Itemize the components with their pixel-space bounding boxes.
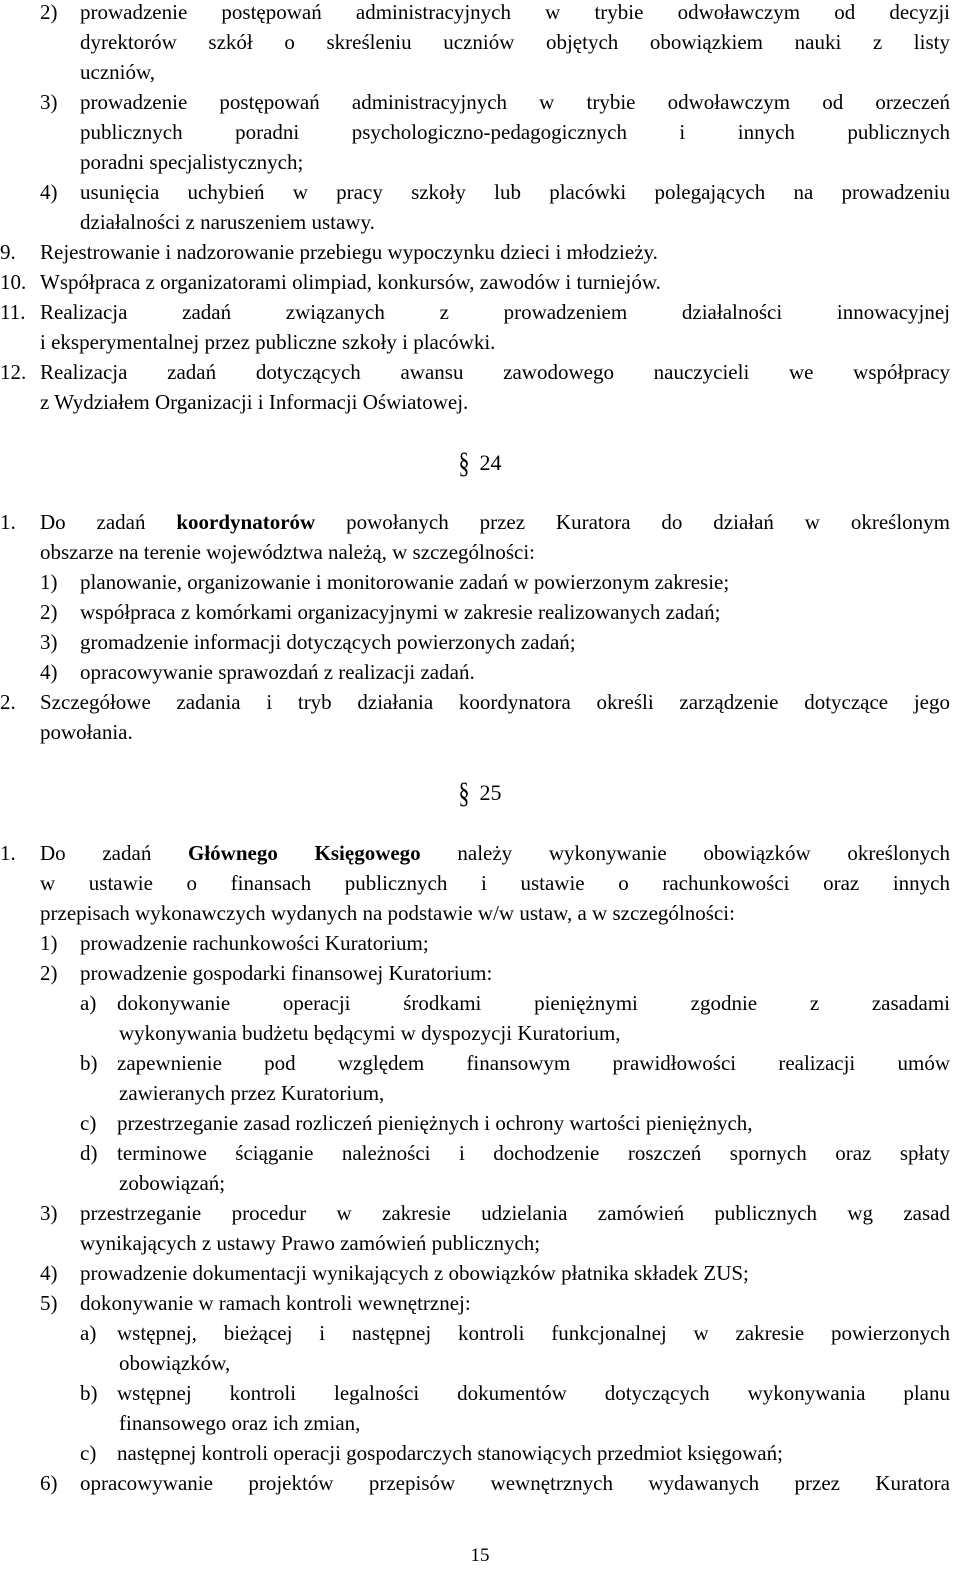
paragraph: 9. Rejestrowanie i nadzorowanie przebiegu wypoczynku dzieci i młodzieży. — [0, 240, 658, 264]
list-item: 6) opracowywanie projektów przepisów wewnętrznych wydawanych przez Kuratora — [40, 1471, 950, 1495]
paragraph-continuation: w ustawie o finansach publicznych i ustawie o rachunkowości oraz innych — [40, 871, 950, 895]
list-item: 5) dokonywanie w ramach kontroli wewnętrznej: — [40, 1291, 471, 1315]
list-item: 3) przestrzeganie procedur w zakresie udzielania zamówień publicznych wg zasad — [40, 1201, 950, 1225]
paragraph-continuation: powołania. — [40, 720, 133, 744]
sub-list-item-continuation: finansowego oraz ich zmian, — [119, 1411, 361, 1435]
sub-list-item: c) następnej kontroli operacji gospodarczych stanowiących przedmiot księgowań; — [80, 1441, 783, 1465]
paragraph: 11. Realizacja zadań związanych z prowadzeniem działalności innowacyjnej — [0, 300, 950, 324]
paragraph-text: Do zadań Głównego Księgowego należy wykonywanie obowiązków określonych — [40, 841, 950, 865]
sub-list-item-continuation: zobowiązań; — [119, 1171, 226, 1195]
list-item: 4) prowadzenie dokumentacji wynikających z obowiązków płatnika składek ZUS; — [40, 1261, 749, 1285]
list-item: 3) prowadzenie postępowań administracyjnych w trybie odwoławczym od orzeczeń — [40, 90, 950, 114]
list-item-continuation: poradni specjalistycznych; — [80, 150, 304, 174]
sub-list-item-continuation: wykonywania budżetu będącymi w dyspozycji Kuratorium, — [119, 1021, 621, 1045]
paragraph: 1. Do zadań Głównego Księgowego należy wykonywanie obowiązków określonych — [0, 838, 960, 868]
paragraph: 1. Do zadań koordynatorów powołanych przez Kuratora do działań w określonym — [0, 507, 960, 537]
list-item: 3) gromadzenie informacji dotyczących powierzonych zadań; — [40, 630, 576, 654]
list-item: 4) opracowywanie sprawozdań z realizacji zadań. — [40, 660, 475, 684]
paragraph-continuation: przepisach wykonawczych wydanych na podstawie w/w ustaw, a w szczególności: — [40, 901, 735, 925]
section-heading-25: § 25 — [458, 775, 502, 810]
paragraph-text: Do zadań koordynatorów powołanych przez Kuratora do działań w określonym — [40, 510, 950, 534]
list-item: 2) współpraca z komórkami organizacyjnymi w zakresie realizowanych zadań; — [40, 600, 721, 624]
sub-list-item-continuation: obowiązków, — [119, 1351, 231, 1375]
list-item: 1) planowanie, organizowanie i monitorowanie zadań w powierzonym zakresie; — [40, 570, 730, 594]
paragraph: 10. Współpraca z organizatorami olimpiad, konkursów, zawodów i turniejów. — [0, 270, 661, 294]
paragraph-continuation: obszarze na terenie województwa należą, w szczególności: — [40, 540, 536, 564]
sub-list-item: b) zapewnienie pod względem finansowym prawidłowości realizacji umów — [80, 1051, 950, 1075]
list-item-continuation: uczniów, — [80, 60, 156, 84]
sub-list-item: a) wstępnej, bieżącej i następnej kontroli funkcjonalnej w zakresie powierzonych — [80, 1321, 950, 1345]
sub-list-item: d) terminowe ściąganie należności i dochodzenie roszczeń spornych oraz spłaty — [80, 1141, 950, 1165]
sub-list-item: b) wstępnej kontroli legalności dokumentów dotyczących wykonywania planu — [80, 1381, 950, 1405]
list-item-continuation: dyrektorów szkół o skreśleniu uczniów objętych obowiązkiem nauki z listy — [80, 30, 950, 54]
paragraph-continuation: z Wydziałem Organizacji i Informacji Oświatowej. — [40, 390, 469, 414]
sub-list-item-continuation: zawieranych przez Kuratorium, — [119, 1081, 385, 1105]
paragraph: 2. Szczegółowe zadania i tryb działania koordynatora określi zarządzenie dotyczące jego — [0, 690, 950, 714]
paragraph: 12. Realizacja zadań dotyczących awansu zawodowego nauczycieli we współpracy — [0, 360, 950, 384]
list-item: 4) usunięcia uchybień w pracy szkoły lub placówki polegających na prowadzeniu — [40, 180, 950, 204]
sub-list-item: c) przestrzeganie zasad rozliczeń pieniężnych i ochrony wartości pieniężnych, — [80, 1111, 753, 1135]
list-item-continuation: publicznych poradni psychologiczno-pedagogicznych i innych publicznych — [80, 120, 950, 144]
sub-list-item: a) dokonywanie operacji środkami pieniężnymi zgodnie z zasadami — [80, 991, 950, 1015]
list-item-continuation: wynikających z ustawy Prawo zamówień publicznych; — [80, 1231, 541, 1255]
page-number: 15 — [470, 1545, 490, 1566]
list-item: 2) prowadzenie gospodarki finansowej Kuratorium: — [40, 961, 493, 985]
paragraph-continuation: i eksperymentalnej przez publiczne szkoły i placówki. — [40, 330, 496, 354]
list-item-continuation: działalności z naruszeniem ustawy. — [80, 210, 375, 234]
section-heading-24: § 24 — [458, 445, 502, 480]
list-item: 1) prowadzenie rachunkowości Kuratorium; — [40, 931, 429, 955]
list-item: 2) prowadzenie postępowań administracyjnych w trybie odwoławczym od decyzji — [40, 0, 950, 24]
